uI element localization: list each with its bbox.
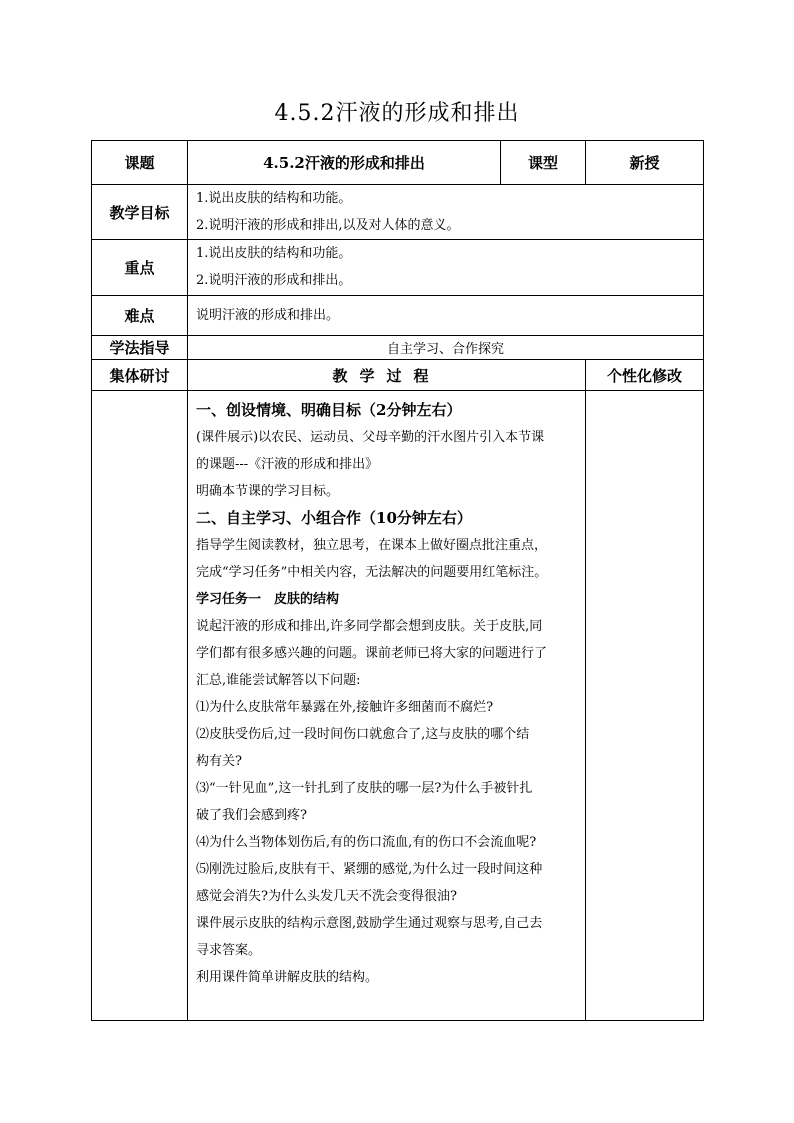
difficulty-row (92, 296, 704, 336)
process-line: (课件展示)以农民、运动员、父母辛勤的汗水图片引入本节课 (196, 430, 545, 445)
process-line: 明确本节课的学习目标。 (196, 484, 340, 499)
process-line: 完成“学习任务”中相关内容，无法解决的问题要用红笔标注。 (196, 565, 548, 580)
process-line: 寻求答案。 (196, 943, 262, 958)
teaching-process-label: 教学过程 (188, 360, 586, 391)
collective-discussion-cell (92, 391, 188, 1021)
process-line: 课件展示皮肤的结构示意图,鼓励学生通过观察与思考,自己去 (196, 916, 543, 931)
process-line: 指导学生阅读教材，独立思考，在课本上做好圈点批注重点， (196, 538, 548, 553)
process-line: ⑷为什么当物体划伤后,有的伤口流血,有的伤口不会流血呢? (196, 835, 537, 850)
process-body-row (92, 391, 704, 1021)
difficulty-text: 说明汗液的形成和排出。 (188, 296, 704, 336)
topic-label: 课题 (92, 141, 188, 185)
key-points-label: 重点 (92, 240, 188, 296)
goal-item: 1.说出皮肤的结构和功能。 (196, 191, 352, 206)
goal-item: 2.说明汗液的形成和排出,以及对人体的意义。 (196, 218, 460, 233)
process-line: 的课题---《汗液的形成和排出》 (196, 457, 379, 472)
collective-discussion-label: 集体研讨 (92, 360, 188, 391)
process-line: 汇总,谁能尝试解答以下问题: (196, 673, 361, 688)
process-line: 学们都有很多感兴趣的问题。课前老师已将大家的问题进行了 (196, 646, 548, 661)
process-line: 利用课件简单讲解皮肤的结构。 (196, 970, 379, 985)
process-line: ⑶“一针见血”,这一针扎到了皮肤的哪一层?为什么手被针扎 (196, 781, 533, 796)
personal-revision-cell (586, 391, 704, 1021)
type-label: 课型 (501, 141, 586, 185)
process-line: ⑵皮肤受伤后,过一段时间伤口就愈合了,这与皮肤的哪个结 (196, 727, 530, 742)
method-row (92, 336, 704, 360)
goals-row (92, 185, 704, 240)
process-line: 说起汗液的形成和排出,许多同学都会想到皮肤。关于皮肤,同 (196, 619, 543, 634)
process-header-row (92, 360, 704, 391)
goals-content (188, 185, 704, 240)
goals-label: 教学目标 (92, 185, 188, 240)
key-point-item: 2.说明汗液的形成和排出。 (196, 273, 352, 288)
method-text: 自主学习、合作探究 (188, 336, 704, 360)
section-heading: 一、创设情境、明确目标（2分钟左右） (196, 401, 462, 419)
document-title: 4.5.2汗液的形成和排出 (274, 101, 520, 126)
method-label: 学法指导 (92, 336, 188, 360)
header-row (92, 141, 704, 185)
process-line: 构有关? (196, 754, 242, 769)
lesson-plan-table (91, 140, 704, 1021)
process-line: 感觉会消失?为什么头发几天不洗会变得很油? (196, 889, 457, 904)
process-line: ⑸刚洗过脸后,皮肤有干、紧绷的感觉,为什么过一段时间这种 (196, 862, 543, 877)
task-heading: 学习任务一 皮肤的结构 (196, 592, 340, 607)
personal-revision-label: 个性化修改 (586, 360, 704, 391)
key-points-content (188, 240, 704, 296)
difficulty-label: 难点 (92, 296, 188, 336)
section-heading: 二、自主学习、小组合作（10分钟左右） (196, 509, 472, 527)
type-value: 新授 (586, 141, 704, 185)
key-point-item: 1.说出皮肤的结构和功能。 (196, 246, 352, 261)
teaching-process-cell (188, 391, 586, 1021)
process-line: ⑴为什么皮肤常年暴露在外,接触许多细菌而不腐烂? (196, 700, 494, 715)
process-line: 破了我们会感到疼? (196, 808, 307, 823)
topic-value: 4.5.2汗液的形成和排出 (188, 141, 501, 185)
key-points-row (92, 240, 704, 296)
